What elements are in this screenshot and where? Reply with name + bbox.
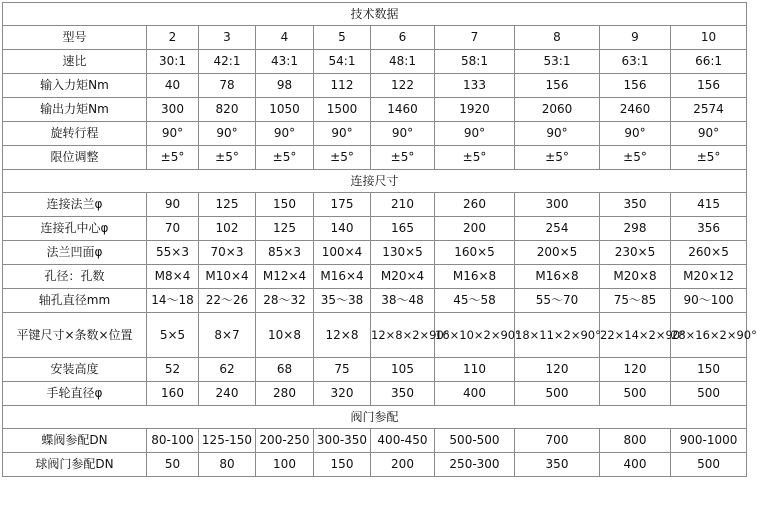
- section-title-valve: 阀门参配: [3, 406, 747, 429]
- value-cell: M20×12: [671, 265, 747, 289]
- table-row: [3, 122, 747, 146]
- value-cell: 500: [671, 453, 747, 477]
- value-cell: 55～70: [515, 289, 600, 313]
- value-cell: 85×3: [256, 241, 314, 265]
- table-row: [3, 289, 747, 313]
- value-cell: 1460: [371, 98, 435, 122]
- model-cell: 2: [147, 26, 199, 50]
- row-label: 手轮直径φ: [3, 382, 147, 406]
- value-cell: 35～38: [314, 289, 371, 313]
- section-title-tech: 技术数据: [3, 3, 747, 26]
- value-cell: 156: [600, 74, 671, 98]
- value-cell: M16×4: [314, 265, 371, 289]
- value-cell: M12×4: [256, 265, 314, 289]
- value-cell: 38～48: [371, 289, 435, 313]
- value-cell: 50: [147, 453, 199, 477]
- value-cell: M20×8: [600, 265, 671, 289]
- value-cell: 78: [199, 74, 256, 98]
- value-cell: 122: [371, 74, 435, 98]
- value-cell: 2460: [600, 98, 671, 122]
- value-cell: 150: [256, 193, 314, 217]
- table-row: [3, 382, 747, 406]
- value-cell: 42:1: [199, 50, 256, 74]
- value-cell: 90°: [515, 122, 600, 146]
- row-label: 平键尺寸×条数×位置: [3, 313, 147, 358]
- value-cell: 400: [435, 382, 515, 406]
- value-cell: 28×16×2×90°: [671, 313, 747, 358]
- value-cell: 415: [671, 193, 747, 217]
- row-label: 连接孔中心φ: [3, 217, 147, 241]
- header-label: 型号: [3, 26, 147, 50]
- value-cell: 150: [314, 453, 371, 477]
- table-row: [3, 98, 747, 122]
- value-cell: 200×5: [515, 241, 600, 265]
- value-cell: 300-350: [314, 429, 371, 453]
- value-cell: 800: [600, 429, 671, 453]
- value-cell: 58:1: [435, 50, 515, 74]
- model-cell: 9: [600, 26, 671, 50]
- value-cell: 500: [600, 382, 671, 406]
- model-cell: 6: [371, 26, 435, 50]
- row-label: 输出力矩Nm: [3, 98, 147, 122]
- value-cell: M16×8: [515, 265, 600, 289]
- table-row: [3, 453, 747, 477]
- value-cell: 90°: [256, 122, 314, 146]
- value-cell: 90°: [371, 122, 435, 146]
- value-cell: 100×4: [314, 241, 371, 265]
- value-cell: 22×14×2×90°: [600, 313, 671, 358]
- table-row: [3, 313, 747, 358]
- value-cell: 63:1: [600, 50, 671, 74]
- value-cell: 110: [435, 358, 515, 382]
- value-cell: 22～26: [199, 289, 256, 313]
- value-cell: ±5°: [199, 146, 256, 170]
- value-cell: 356: [671, 217, 747, 241]
- value-cell: ±5°: [435, 146, 515, 170]
- section-row-valve: [3, 406, 747, 429]
- table-row: [3, 265, 747, 289]
- value-cell: 90°: [600, 122, 671, 146]
- value-cell: 40: [147, 74, 199, 98]
- value-cell: 2574: [671, 98, 747, 122]
- row-label: 安装高度: [3, 358, 147, 382]
- value-cell: 5×5: [147, 313, 199, 358]
- value-cell: 14～18: [147, 289, 199, 313]
- table-row: [3, 217, 747, 241]
- value-cell: M8×4: [147, 265, 199, 289]
- value-cell: 140: [314, 217, 371, 241]
- value-cell: 10×8: [256, 313, 314, 358]
- value-cell: 400: [600, 453, 671, 477]
- value-cell: ±5°: [515, 146, 600, 170]
- value-cell: 1500: [314, 98, 371, 122]
- value-cell: 300: [515, 193, 600, 217]
- value-cell: 90°: [199, 122, 256, 146]
- value-cell: 80-100: [147, 429, 199, 453]
- value-cell: 820: [199, 98, 256, 122]
- value-cell: ±5°: [147, 146, 199, 170]
- model-cell: 4: [256, 26, 314, 50]
- value-cell: 75～85: [600, 289, 671, 313]
- value-cell: 8×7: [199, 313, 256, 358]
- row-label: 蝶阀参配DN: [3, 429, 147, 453]
- value-cell: 133: [435, 74, 515, 98]
- section-row-tech: [3, 3, 747, 26]
- model-cell: 5: [314, 26, 371, 50]
- value-cell: 70: [147, 217, 199, 241]
- value-cell: 160×5: [435, 241, 515, 265]
- value-cell: 98: [256, 74, 314, 98]
- value-cell: 210: [371, 193, 435, 217]
- table-row: [3, 193, 747, 217]
- value-cell: 254: [515, 217, 600, 241]
- value-cell: ±5°: [256, 146, 314, 170]
- value-cell: 1050: [256, 98, 314, 122]
- value-cell: 90: [147, 193, 199, 217]
- model-cell: 8: [515, 26, 600, 50]
- row-label: 轴孔直径mm: [3, 289, 147, 313]
- value-cell: 156: [671, 74, 747, 98]
- value-cell: 105: [371, 358, 435, 382]
- value-cell: 80: [199, 453, 256, 477]
- value-cell: 260: [435, 193, 515, 217]
- table-row: [3, 241, 747, 265]
- value-cell: 68: [256, 358, 314, 382]
- value-cell: ±5°: [671, 146, 747, 170]
- value-cell: 500: [515, 382, 600, 406]
- row-label: 限位调整: [3, 146, 147, 170]
- value-cell: M20×4: [371, 265, 435, 289]
- value-cell: 12×8×2×90°: [371, 313, 435, 358]
- value-cell: 43:1: [256, 50, 314, 74]
- value-cell: 70×3: [199, 241, 256, 265]
- table-row: [3, 146, 747, 170]
- row-label: 旋转行程: [3, 122, 147, 146]
- value-cell: 500: [671, 382, 747, 406]
- value-cell: 28～32: [256, 289, 314, 313]
- value-cell: 250-300: [435, 453, 515, 477]
- value-cell: 400-450: [371, 429, 435, 453]
- model-cell: 7: [435, 26, 515, 50]
- value-cell: M10×4: [199, 265, 256, 289]
- value-cell: 350: [600, 193, 671, 217]
- value-cell: 90°: [671, 122, 747, 146]
- value-cell: 75: [314, 358, 371, 382]
- value-cell: 260×5: [671, 241, 747, 265]
- value-cell: M16×8: [435, 265, 515, 289]
- value-cell: 62: [199, 358, 256, 382]
- value-cell: 90°: [314, 122, 371, 146]
- value-cell: 48:1: [371, 50, 435, 74]
- value-cell: 55×3: [147, 241, 199, 265]
- value-cell: 350: [515, 453, 600, 477]
- value-cell: 500-500: [435, 429, 515, 453]
- value-cell: 1920: [435, 98, 515, 122]
- value-cell: 112: [314, 74, 371, 98]
- value-cell: 52: [147, 358, 199, 382]
- model-cell: 10: [671, 26, 747, 50]
- value-cell: 120: [515, 358, 600, 382]
- value-cell: 165: [371, 217, 435, 241]
- model-cell: 3: [199, 26, 256, 50]
- value-cell: 12×8: [314, 313, 371, 358]
- value-cell: 280: [256, 382, 314, 406]
- spec-table-body: [3, 3, 757, 477]
- value-cell: 320: [314, 382, 371, 406]
- value-cell: 240: [199, 382, 256, 406]
- value-cell: ±5°: [314, 146, 371, 170]
- value-cell: ±5°: [371, 146, 435, 170]
- value-cell: 230×5: [600, 241, 671, 265]
- value-cell: 200-250: [256, 429, 314, 453]
- value-cell: 90°: [435, 122, 515, 146]
- value-cell: 298: [600, 217, 671, 241]
- section-title-connection: 连接尺寸: [3, 170, 747, 193]
- value-cell: 2060: [515, 98, 600, 122]
- value-cell: 54:1: [314, 50, 371, 74]
- value-cell: 200: [435, 217, 515, 241]
- row-label: 孔径：孔数: [3, 265, 147, 289]
- value-cell: 156: [515, 74, 600, 98]
- row-label: 法兰凹面φ: [3, 241, 147, 265]
- value-cell: 53:1: [515, 50, 600, 74]
- value-cell: 130×5: [371, 241, 435, 265]
- spec-table: [2, 2, 757, 477]
- header-row: [3, 26, 747, 50]
- value-cell: 200: [371, 453, 435, 477]
- row-label: 输入力矩Nm: [3, 74, 147, 98]
- value-cell: 350: [371, 382, 435, 406]
- row-label: 球阀门参配DN: [3, 453, 147, 477]
- value-cell: 102: [199, 217, 256, 241]
- value-cell: 700: [515, 429, 600, 453]
- table-row: [3, 50, 747, 74]
- table-row: [3, 74, 747, 98]
- value-cell: 120: [600, 358, 671, 382]
- value-cell: 900-1000: [671, 429, 747, 453]
- value-cell: 90°: [147, 122, 199, 146]
- section-row-connection: [3, 170, 747, 193]
- value-cell: 45～58: [435, 289, 515, 313]
- row-label: 速比: [3, 50, 147, 74]
- value-cell: 125-150: [199, 429, 256, 453]
- value-cell: 66:1: [671, 50, 747, 74]
- value-cell: 150: [671, 358, 747, 382]
- value-cell: 90～100: [671, 289, 747, 313]
- value-cell: 175: [314, 193, 371, 217]
- table-row: [3, 429, 747, 453]
- value-cell: 300: [147, 98, 199, 122]
- value-cell: 30:1: [147, 50, 199, 74]
- value-cell: 100: [256, 453, 314, 477]
- row-label: 连接法兰φ: [3, 193, 147, 217]
- value-cell: ±5°: [600, 146, 671, 170]
- table-row: [3, 358, 747, 382]
- value-cell: 18×11×2×90°: [515, 313, 600, 358]
- value-cell: 16×10×2×90°: [435, 313, 515, 358]
- value-cell: 125: [256, 217, 314, 241]
- value-cell: 125: [199, 193, 256, 217]
- value-cell: 160: [147, 382, 199, 406]
